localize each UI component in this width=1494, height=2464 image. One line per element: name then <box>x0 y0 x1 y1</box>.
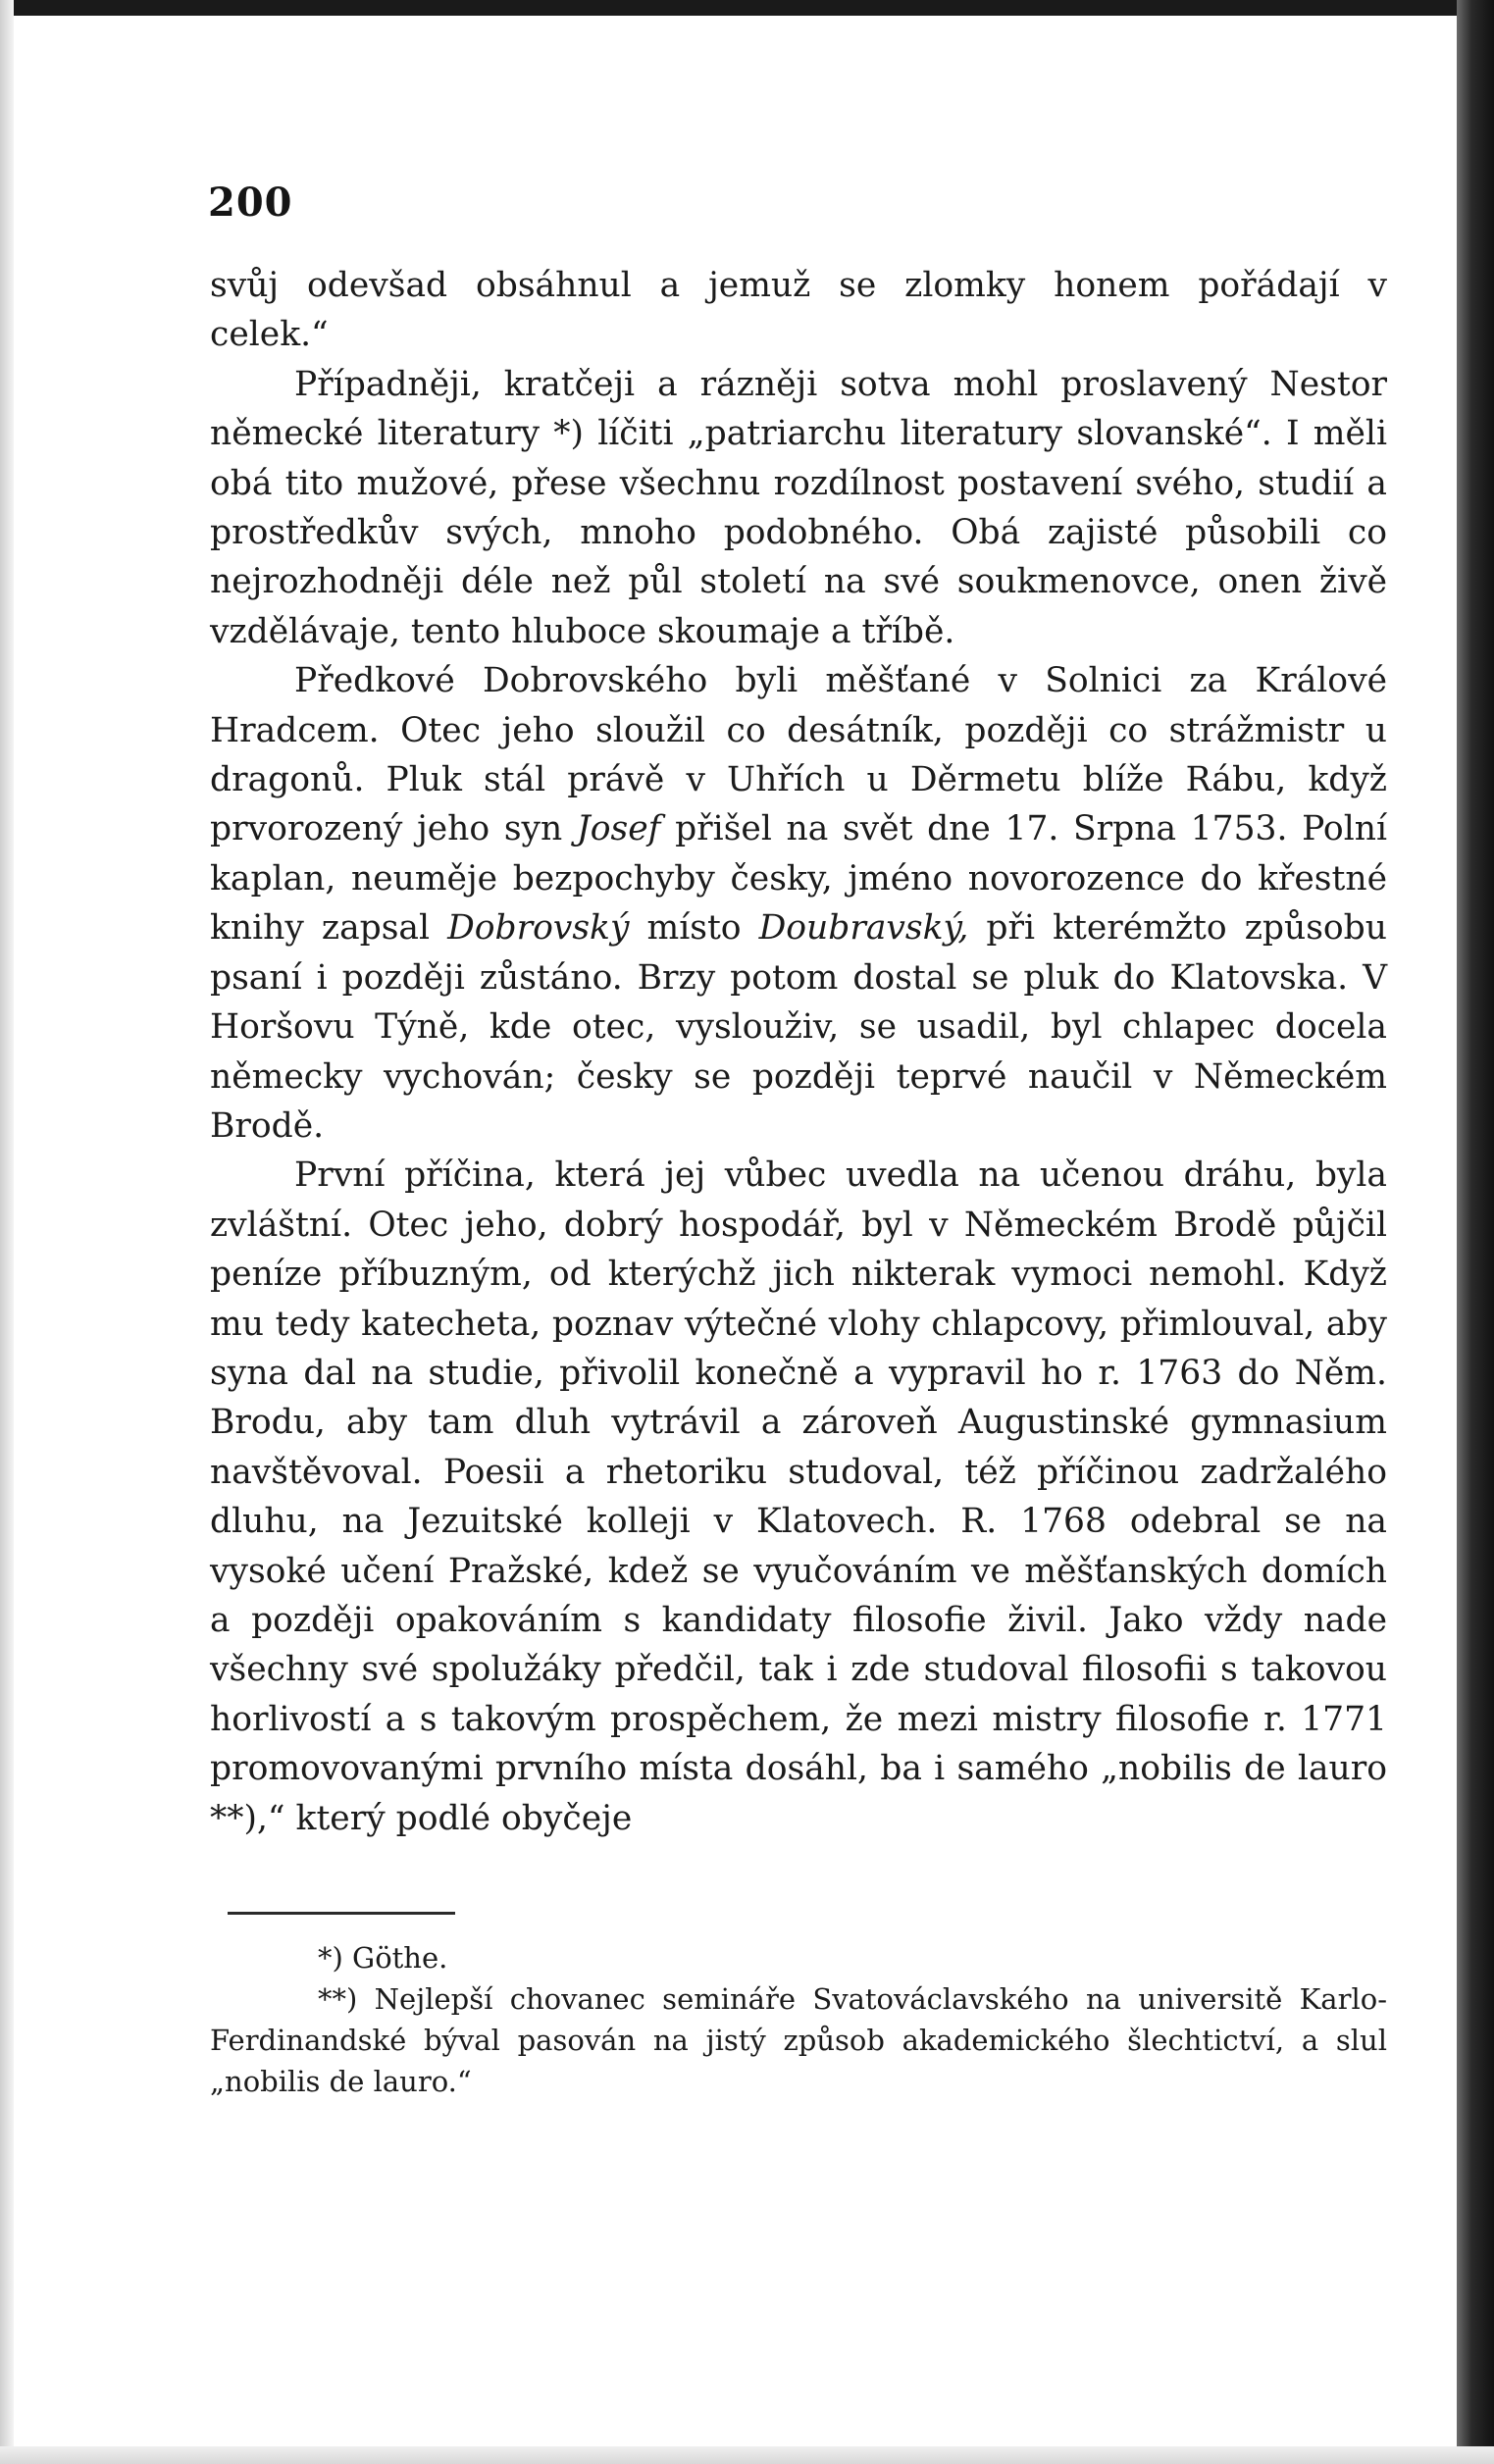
italic-name-josef: Josef <box>576 809 661 849</box>
text-run: svůj odevšad obsáhnul a jemuž se zlomky honem pořádají v <box>210 266 1387 305</box>
text-run: při kterémžto způsobu psaní i později zůstáno. Brzy potom dostal se pluk do Klatovska. V Horšovu Týně, kde otec, vyslouživ, se usadil, byl chlapec docela německy vychován; česky se později teprvé naučil v Německém Brodě. <box>210 908 1387 1146</box>
page-number: 200 <box>208 180 293 226</box>
footnote-2: **) Nejlepší chovanec semináře Svatováclavského na universitě Karlo-Ferdinandské býval pasován na jistý způsob akademického šlechtictví, a slul „nobilis de lauro.“ <box>210 1982 1387 2098</box>
paragraph-ancestors <box>210 656 1387 1151</box>
text-run: přišel na svět dne 17. Srpna 1753. Polní kaplan, neuměje bezpochyby česky, jméno novorozence do křestné knihy zapsal <box>210 809 1387 949</box>
text-run: líčiti „patriarchu literatury slovanské“. I měli obá tito mužové, přese všechnu rozdílnost postavení svého, studií a prostředkův svých, mnoho podobného. Obá zajisté působili co nejrozhodněji déle než půl století na své soukmenovce, onen živě vzdělávaje, tento hluboce skoumaje a tříbě. <box>210 414 1387 651</box>
scan-edge-bottom <box>0 2446 1494 2464</box>
text-run: Případněji, kratčeji a rázněji sotva mohl proslavený Nestor německé literatury <box>210 364 1387 454</box>
scan-edge-right <box>1457 0 1494 2464</box>
scan-edge-top <box>0 0 1494 16</box>
footnote-1: *) Göthe. <box>318 1941 448 1975</box>
scan-edge-left <box>0 0 14 2464</box>
footnote-mark-1: *) <box>540 414 585 454</box>
text-run: První příčina, která jej vůbec uvedla na učenou dráhu, byla zvláštní. Otec jeho, dobrý hospodář, byl v Německém Brodě půjčil peníze příbuzným, od kterýchž jich nikterak vymoci nemohl. Když mu tedy katecheta, poznav výtečné vlohy chlapcovy, přimlouval, aby syna dal na studie, přivolil konečně a vypravil ho r. 1763 do Něm. Brodu, aby tam dluh vytrávil a zároveň Augustinské gymnasium navštěvoval. Poesii a rhetoriku studoval, též příčinou zadržalého dluhu, na Jezuitské kolleji v Klatovech. R. 1768 odebral se na vysoké učení Pražské, kdež se vyučováním ve měšťanských domích a později opakováním s kandidaty filosofie živil. Jako vždy nade všechny své spolužáky předčil, tak i zde studoval filosofii s takovou horlivostí a s takovým prospěchem, že mezi mistry filosofie r. 1771 promovovanými prvního místa dosáhl, ba i samého „nobilis de lauro <box>210 1155 1387 1789</box>
body-text <box>210 261 1387 1843</box>
footnote-divider <box>228 1912 455 1915</box>
footnote-mark-2: **) <box>210 1798 257 1838</box>
paragraph-continued <box>210 261 1387 310</box>
paragraph-continued-end <box>210 310 1387 359</box>
footnotes <box>210 1937 1387 2102</box>
text-run: ,“ který podlé obyčeje <box>256 1798 633 1838</box>
text-run: místo <box>629 908 759 949</box>
paragraph-nestor <box>210 360 1387 656</box>
italic-name-doubravsky: Doubravský, <box>758 908 969 949</box>
text-run: Předkové Dobrovského byli měšťané v Solnici za Králové Hradcem. Otec jeho sloužil co desátník, později co strážmistr u dragonů. Pluk stál právě v Uhřích u Děrmetu blíže Rábu, když prvorozený jeho syn <box>210 661 1387 849</box>
italic-name-dobrovsky: Dobrovský <box>447 908 630 949</box>
text-run: celek.“ <box>210 315 329 355</box>
paragraph-studies <box>210 1151 1387 1843</box>
